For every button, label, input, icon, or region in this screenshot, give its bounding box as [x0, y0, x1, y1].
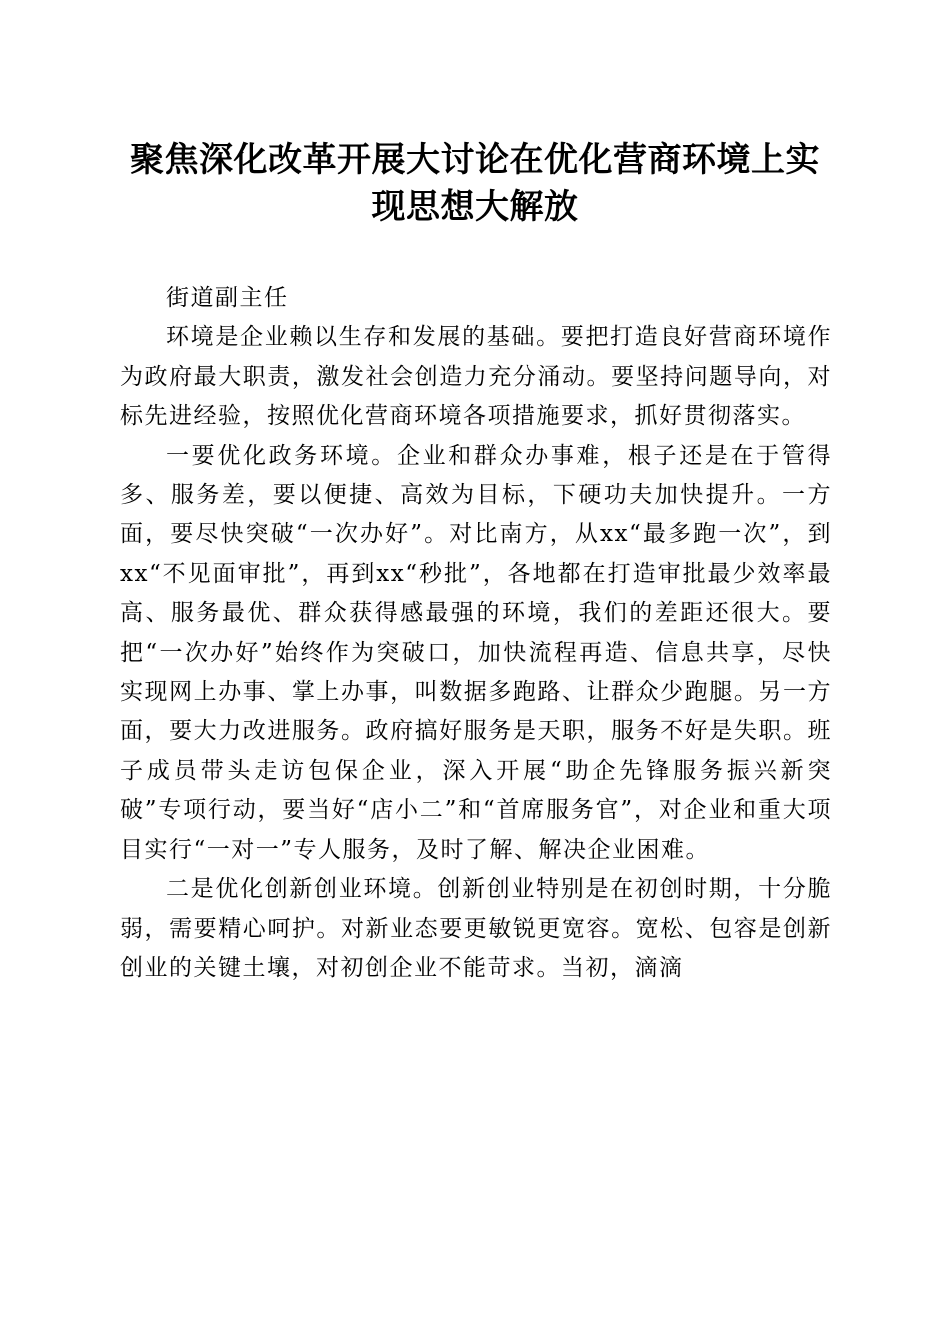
author-line: 街道副主任: [166, 285, 289, 311]
title-line-2: 现思想大解放: [371, 187, 579, 227]
document-title: [100, 137, 850, 231]
document-body: [120, 279, 832, 988]
paragraph-intro: 环境是企业赖以生存和发展的基础。要把打造良好营商环境作为政府最大职责，激发社会创造力充分涌动。要坚持问题导向，对标先进经验，按照优化营商环境各项措施要求，抓好贯彻落实。: [120, 324, 832, 430]
paragraph-innovation-environment: 二是优化创新创业环境。创新创业特别是在初创时期，十分脆弱，需要精心呵护。对新业态要更敏锐更宽容。宽松、包容是创新创业的关键土壤，对初创企业不能苛求。当初，滴滴: [120, 876, 832, 981]
title-line-1: 聚焦深化改革开展大讨论在优化营商环境上实: [130, 140, 820, 180]
paragraph-government-environment: 一要优化政务环境。企业和群众办事难，根子还是在于管得多、服务差，要以便捷、高效为目标，下硬功夫加快提升。一方面，要尽快突破“一次办好”。对比南方，从xx“最多跑一次”，到xx“不见面审批”，再到xx“秒批”，各地都在打造审批最少效率最高、服务最优、群众获得感最强的环境，我们的差距还很大。要把“一次办好”始终作为突破口，加快流程再造、信息共享，尽快实现网上办事、掌上办事，叫数据多跑路、让群众少跑腿。另一方面，要大力改进服务。政府搞好服务是天职，服务不好是失职。班子成员带头走访包保企业，深入开展“助企先锋服务振兴新突破”专项行动，要当好“店小二”和“首席服务官”，对企业和重大项目实行“一对一”专人服务，及时了解、解决企业困难。: [120, 442, 832, 863]
